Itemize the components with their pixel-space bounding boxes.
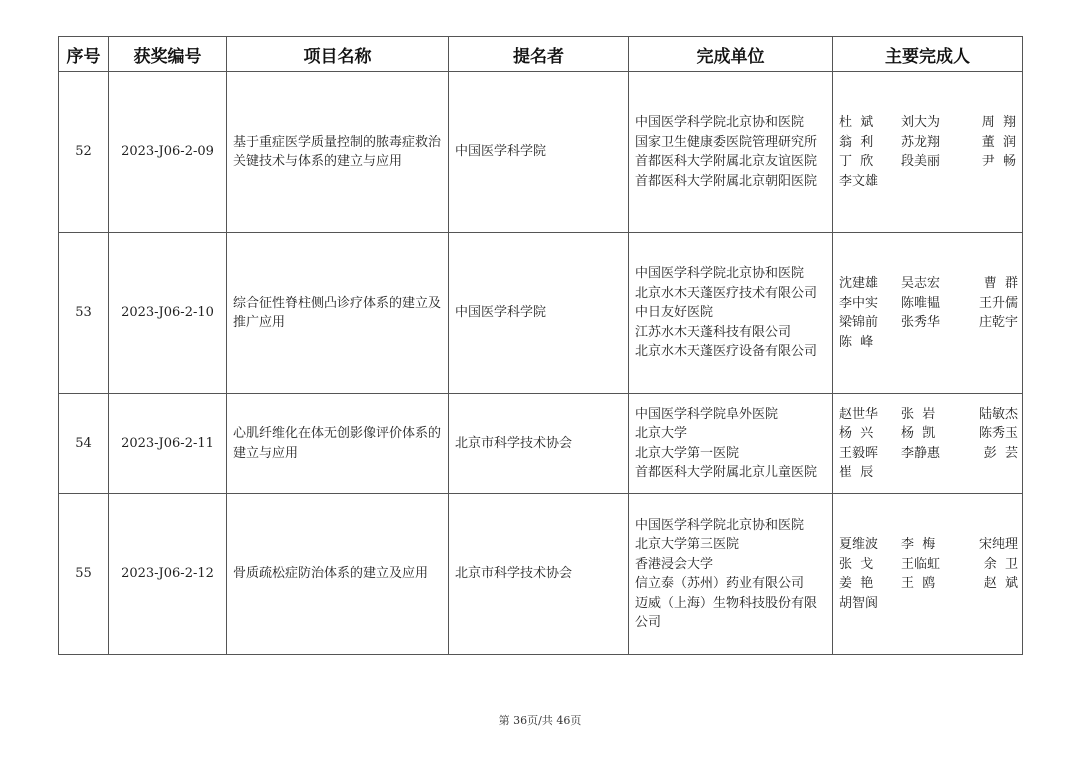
table-row — [59, 233, 1023, 394]
person-name: 段美丽 — [901, 154, 941, 169]
person-name: 陆敏杰 — [979, 406, 1019, 422]
row-units — [629, 233, 833, 394]
person-name: 曹 群 — [983, 276, 1019, 291]
person-name: 杨 兴 — [839, 426, 874, 441]
person-name: 王升儒 — [979, 295, 1019, 311]
page-number: 第 36页/共 46页 — [498, 714, 582, 727]
person-name: 陈秀玉 — [979, 426, 1019, 441]
header-project-name: 项目名称 — [227, 37, 449, 72]
person-name: 赵 斌 — [983, 576, 1019, 591]
person-name: 周 翔 — [981, 115, 1016, 130]
person-name: 刘大为 — [901, 115, 941, 130]
person-name: 董 润 — [981, 134, 1016, 150]
unit-name: 北京大学第一医院 — [635, 445, 740, 461]
header-code: 获奖编号 — [109, 37, 227, 72]
persons-grid — [839, 274, 1019, 352]
row-nominator: 中国医学科学院 — [449, 72, 629, 233]
unit-name: 中国医学科学院阜外医院 — [635, 406, 779, 422]
table-row — [59, 394, 1023, 494]
unit-name: 中日友好医院 — [635, 305, 714, 321]
row-project-name: 骨质疏松症防治体系的建立及应用 — [227, 494, 449, 655]
row-seq: 54 — [59, 394, 109, 494]
person-name: 尹 畅 — [981, 154, 1016, 169]
person-name: 王毅晖 — [839, 445, 879, 461]
person-name: 宋纯理 — [979, 537, 1019, 552]
header-nominator: 提名者 — [449, 37, 629, 72]
unit-name: 首都医科大学附属北京友谊医院 — [635, 154, 818, 169]
unit-name: 中国医学科学院北京协和医院 — [635, 517, 805, 533]
row-nominator: 中国医学科学院 — [449, 233, 629, 394]
person-name: 陈唯韫 — [901, 295, 941, 311]
person-name: 胡智阆 — [839, 595, 879, 611]
row-seq: 53 — [59, 233, 109, 394]
unit-name: 江苏水木天蓬科技有限公司 — [635, 324, 792, 340]
unit-name: 迈威（上海）生物科技股份有限公司 — [635, 595, 818, 630]
row-persons — [833, 233, 1023, 394]
person-name: 王临虹 — [901, 556, 941, 572]
row-award-code: 2023-J06-2-10 — [109, 233, 227, 394]
person-name: 王 鸥 — [901, 576, 936, 591]
row-project-name: 心肌纤维化在体无创影像评价体系的建立与应用 — [227, 394, 449, 494]
person-name: 杜 斌 — [839, 115, 874, 130]
person-name: 李文雄 — [839, 173, 879, 189]
header-units: 完成单位 — [629, 37, 833, 72]
person-name: 李静惠 — [901, 445, 941, 461]
person-name: 张 岩 — [901, 406, 936, 422]
row-persons — [833, 494, 1023, 655]
person-name: 李 梅 — [901, 537, 936, 552]
persons-grid — [839, 113, 1016, 191]
persons-grid — [839, 405, 1019, 483]
row-award-code: 2023-J06-2-09 — [109, 72, 227, 233]
person-name: 吴志宏 — [901, 276, 941, 291]
person-name: 翁 利 — [839, 134, 874, 150]
person-name: 庄乾宇 — [979, 315, 1019, 330]
unit-name: 首都医科大学附属北京儿童医院 — [635, 465, 818, 480]
person-name: 杨 凯 — [901, 426, 936, 441]
row-project-name: 基于重症医学质量控制的脓毒症救治关键技术与体系的建立与应用 — [227, 72, 449, 233]
table-row — [59, 72, 1023, 233]
person-name: 夏维波 — [839, 537, 879, 552]
unit-name: 北京大学 — [635, 426, 688, 441]
person-name: 陈 峰 — [839, 334, 874, 350]
row-project-name: 综合征性脊柱侧凸诊疗体系的建立及推广应用 — [227, 233, 449, 394]
unit-name: 北京大学第三医院 — [635, 537, 740, 552]
award-table — [58, 36, 1023, 655]
row-seq: 52 — [59, 72, 109, 233]
unit-name: 北京水木天蓬医疗设备有限公司 — [635, 344, 818, 360]
person-name: 张秀华 — [901, 315, 941, 330]
row-persons — [833, 394, 1023, 494]
row-units — [629, 72, 833, 233]
header-seq: 序号 — [59, 37, 109, 72]
row-nominator: 北京市科学技术协会 — [449, 394, 629, 494]
person-name: 赵世华 — [839, 406, 879, 422]
table-row — [59, 494, 1023, 655]
persons-grid — [839, 535, 1019, 613]
person-name: 李中实 — [839, 295, 879, 311]
row-award-code: 2023-J06-2-11 — [109, 394, 227, 494]
page-footer — [0, 712, 1080, 728]
row-nominator: 北京市科学技术协会 — [449, 494, 629, 655]
header-persons: 主要完成人 — [833, 37, 1023, 72]
unit-name: 首都医科大学附属北京朝阳医院 — [635, 173, 818, 189]
table-body — [59, 72, 1023, 655]
person-name: 苏龙翔 — [901, 134, 941, 150]
person-name: 沈建雄 — [839, 276, 879, 291]
unit-name: 香港浸会大学 — [635, 556, 714, 572]
person-name: 彭 芸 — [983, 445, 1019, 461]
unit-name: 北京水木天蓬医疗技术有限公司 — [635, 285, 818, 301]
row-units — [629, 494, 833, 655]
unit-name: 中国医学科学院北京协和医院 — [635, 266, 805, 282]
person-name: 梁锦前 — [839, 315, 879, 330]
person-name: 姜 艳 — [839, 576, 874, 591]
unit-name: 中国医学科学院北京协和医院 — [635, 115, 805, 130]
row-persons — [833, 72, 1023, 233]
row-seq: 55 — [59, 494, 109, 655]
person-name: 张 戈 — [839, 556, 874, 572]
unit-name: 国家卫生健康委医院管理研究所 — [635, 134, 818, 150]
person-name: 丁 欣 — [839, 154, 874, 169]
row-units — [629, 394, 833, 494]
person-name: 余 卫 — [983, 556, 1019, 572]
row-award-code: 2023-J06-2-12 — [109, 494, 227, 655]
unit-name: 信立泰（苏州）药业有限公司 — [635, 576, 805, 591]
person-name: 崔 辰 — [839, 465, 874, 480]
header-row — [59, 37, 1023, 72]
